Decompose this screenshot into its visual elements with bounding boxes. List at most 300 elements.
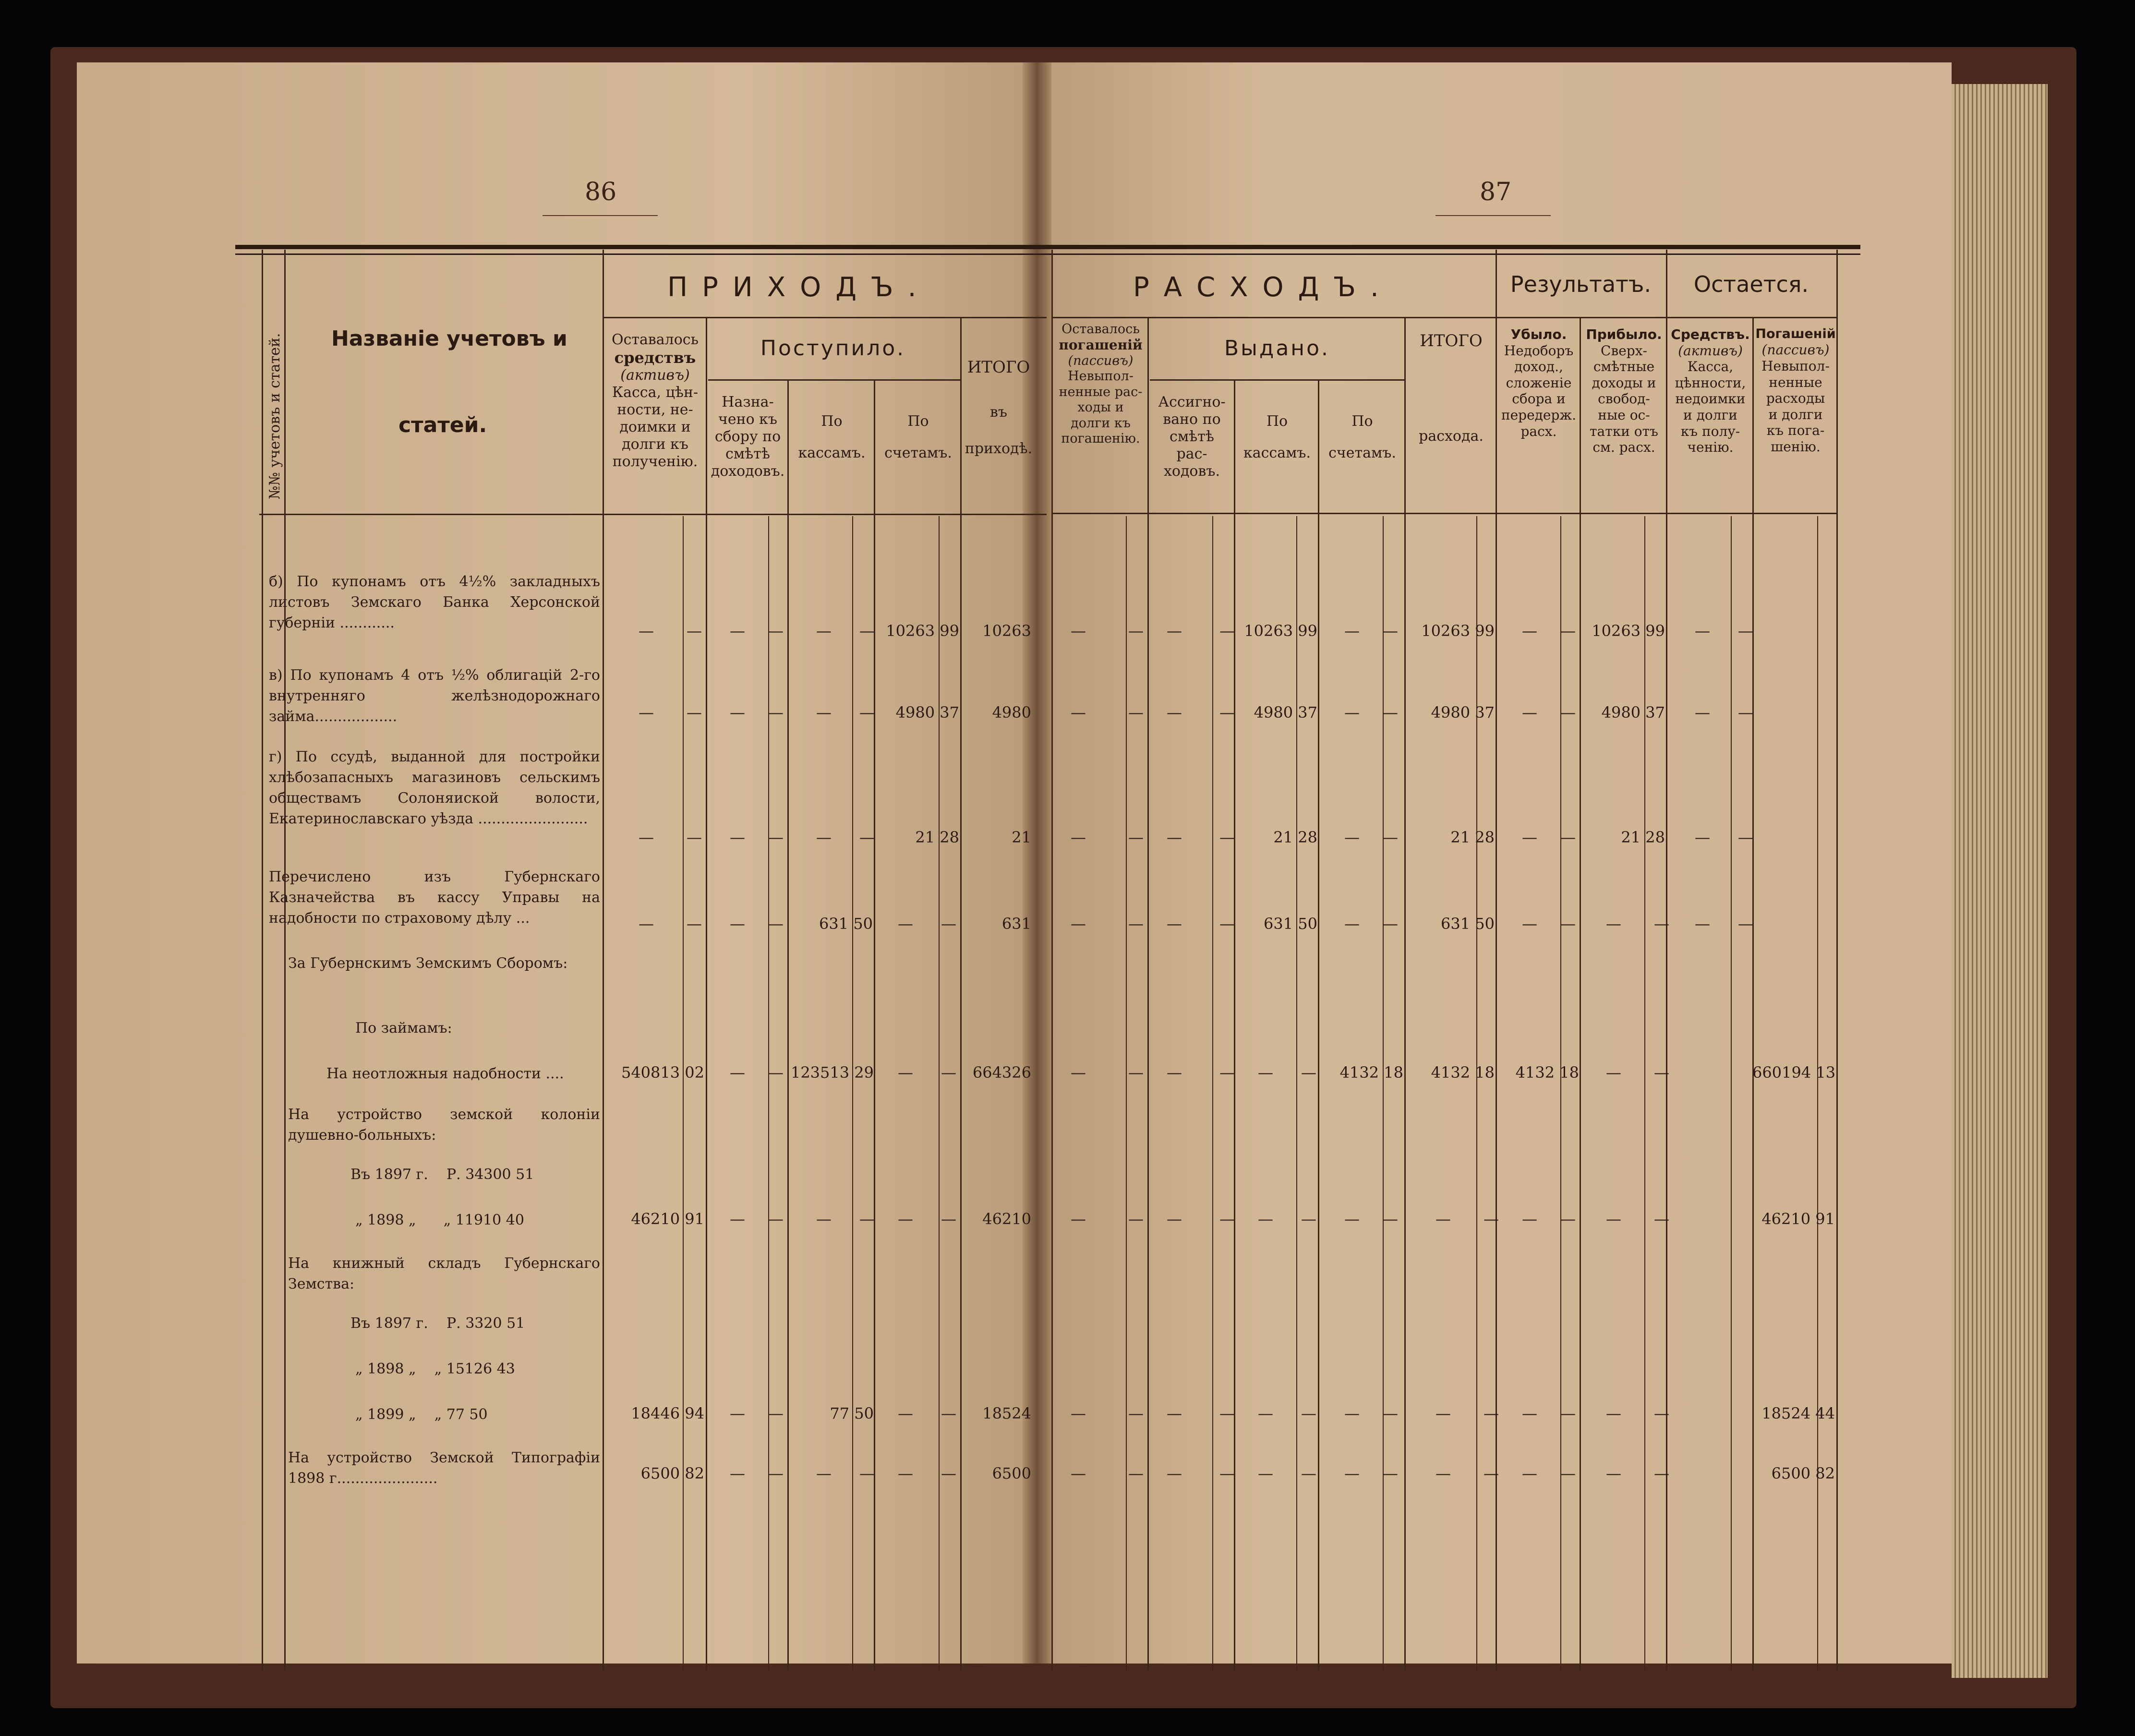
kupony-b-prikhod-schetam: 10263 99: [886, 622, 959, 640]
empty-cell-dash: —: [1344, 1404, 1360, 1423]
perechisleno-itogo-raskhod: 631 50: [1441, 915, 1495, 933]
po-schetam-line: счетамъ.: [884, 445, 952, 461]
neotlozhnye-sredstv: 660194 13: [1752, 1063, 1836, 1082]
empty-cell-dash: —: [1128, 1464, 1144, 1483]
empty-cell-dash: —: [1219, 1063, 1235, 1082]
neotlozhnye-ubylo: 4132 18: [1515, 1063, 1579, 1082]
empty-cell-dash: —: [730, 1404, 745, 1423]
kupony-v-prikhod-schetam: 4980 37: [895, 703, 959, 722]
item-sklad-1899: „ 1899 „ „ 77 50: [355, 1406, 488, 1423]
vydano-title: Выдано.: [1224, 336, 1330, 361]
empty-cell-dash: —: [1560, 828, 1576, 846]
header-line: погашенію.: [1061, 431, 1140, 446]
empty-cell-dash: —: [1606, 1404, 1621, 1423]
header-line: расх.: [1520, 423, 1557, 439]
kop-line: [1383, 516, 1384, 1671]
empty-cell-dash: —: [1167, 703, 1182, 722]
neotlozhnye-itogo-prikhod: 664326: [972, 1063, 1031, 1082]
empty-cell-dash: —: [1344, 828, 1360, 846]
naznacheno-line: сбору по: [714, 428, 781, 445]
col-line: [284, 250, 286, 1671]
postupilo-title: Поступило.: [760, 336, 906, 361]
header-line: Касса,: [1687, 359, 1734, 375]
header-line: ные ос-: [1598, 407, 1650, 423]
empty-cell-dash: —: [730, 915, 745, 933]
empty-cell-dash: —: [768, 1404, 784, 1423]
empty-cell-dash: —: [1383, 1464, 1398, 1483]
col-line: [262, 250, 263, 1671]
header-line: (пассивъ): [1068, 353, 1134, 368]
empty-cell-dash: —: [1560, 915, 1576, 933]
empty-cell-dash: —: [639, 828, 654, 846]
empty-cell-dash: —: [768, 828, 784, 846]
empty-cell-dash: —: [1484, 1464, 1499, 1483]
po-kassam-line: По: [821, 413, 843, 430]
header-line: смѣтѣ: [1170, 428, 1214, 445]
empty-cell-dash: —: [1695, 622, 1710, 640]
header-line: кассамъ.: [1243, 445, 1311, 461]
item-koloniya-1897: Въ 1897 г. Р. 34300 51: [350, 1166, 534, 1183]
name-header-line2: статей.: [398, 413, 487, 437]
empty-cell-dash: —: [859, 1464, 875, 1483]
item-ssuda-g: г) По ссудѣ, выданной для постройки хлѣбозапасныхъ магазиновъ сельскимъ обществамъ Солоняиской волости, Екатеринославскаго уѣзда ........................: [269, 748, 600, 827]
pogasheniy-header: [1755, 326, 1836, 455]
kupony-v-itogo-prikhod: 4980: [992, 703, 1031, 722]
header-line: Оставалось: [1061, 322, 1140, 337]
kupony-b-itogo-raskhod: 10263 99: [1421, 622, 1495, 640]
empty-cell-dash: —: [859, 622, 875, 640]
empty-cell-dash: —: [1258, 1063, 1273, 1082]
left-number-underline: [543, 215, 658, 216]
header-line: къ полу-: [1680, 423, 1740, 439]
numbers-column-header: №№ учетовъ и статей.: [266, 333, 283, 499]
empty-cell-dash: —: [1654, 1464, 1669, 1483]
empty-cell-dash: —: [1606, 1464, 1621, 1483]
empty-cell-dash: —: [687, 915, 702, 933]
empty-cell-dash: —: [941, 1063, 956, 1082]
empty-cell-dash: —: [1383, 703, 1398, 722]
empty-cell-dash: —: [1522, 915, 1537, 933]
col-line: [1496, 250, 1497, 1671]
empty-cell-dash: —: [816, 1210, 832, 1228]
empty-cell-dash: —: [1560, 1404, 1576, 1423]
empty-cell-dash: —: [639, 703, 654, 722]
empty-cell-dash: —: [1219, 915, 1235, 933]
item-za-sborom: За Губернскимъ Земскимъ Сборомъ:: [288, 955, 568, 972]
sklad-itogo-prikhod: 18524: [982, 1404, 1031, 1423]
empty-cell-dash: —: [1522, 622, 1537, 640]
empty-cell-dash: —: [1435, 1210, 1451, 1228]
header-line: Невыпол-: [1761, 358, 1830, 374]
perechisleno-prikhod-kassam: 631 50: [819, 915, 873, 933]
header-line: расхода.: [1419, 427, 1484, 445]
empty-cell-dash: —: [941, 1210, 956, 1228]
empty-cell-dash: —: [1738, 703, 1753, 722]
kop-line: [1560, 516, 1561, 1671]
empty-cell-dash: —: [1738, 622, 1753, 640]
empty-cell-dash: —: [1167, 828, 1182, 846]
tipografiya-ostavalos: 6500 82: [640, 1464, 704, 1483]
koloniya-ostavalos: 46210 91: [631, 1210, 704, 1228]
right-page-number: 87: [1480, 178, 1512, 206]
perechisleno-itogo-prikhod: 631: [1001, 915, 1031, 933]
empty-cell-dash: —: [1128, 1210, 1144, 1228]
postupilo-underline: [708, 379, 960, 381]
empty-cell-dash: —: [898, 1464, 913, 1483]
header-line: Прибыло.: [1586, 326, 1662, 342]
itogo-raskhod-header: [1407, 331, 1496, 445]
empty-cell-dash: —: [1344, 915, 1360, 933]
kop-line: [768, 516, 769, 1671]
empty-cell-dash: —: [1654, 915, 1669, 933]
right-group-underline: [1051, 317, 1836, 318]
empty-cell-dash: —: [941, 1404, 956, 1423]
ssuda-g-prikhod-schetam: 21 28: [915, 828, 959, 846]
empty-cell-dash: —: [730, 1464, 745, 1483]
raskhod-po-kassam-header: [1236, 413, 1318, 462]
empty-cell-dash: —: [730, 1210, 745, 1228]
empty-cell-dash: —: [1522, 828, 1537, 846]
empty-cell-dash: —: [1258, 1404, 1273, 1423]
empty-cell-dash: —: [768, 703, 784, 722]
header-line: (активъ): [1678, 342, 1743, 359]
empty-cell-dash: —: [1128, 703, 1144, 722]
header-line: цѣнности,: [1675, 374, 1746, 391]
header-line: смѣтные: [1593, 359, 1655, 375]
col-line: [1051, 250, 1053, 1671]
kupony-b-pribylo: 10263 99: [1592, 622, 1665, 640]
kupony-v-pribylo: 4980 37: [1601, 703, 1665, 722]
header-line: счетамъ.: [1328, 445, 1396, 461]
header-line: Убыло.: [1510, 326, 1567, 342]
empty-cell-dash: —: [687, 828, 702, 846]
prikhod-title: ПРИХОДЪ.: [667, 272, 931, 303]
empty-cell-dash: —: [1128, 828, 1144, 846]
left-top-rule: [235, 245, 1047, 249]
empty-cell-dash: —: [816, 1464, 832, 1483]
rezultat-title: Результатъ.: [1510, 271, 1652, 297]
header-line: сбора и: [1512, 391, 1566, 407]
itogo-line: ИТОГО: [967, 358, 1030, 377]
po-kassam-header: [790, 413, 874, 462]
header-line: сложеніе: [1506, 374, 1572, 391]
ostavalos-line: долги къ: [622, 436, 688, 453]
empty-cell-dash: —: [1128, 915, 1144, 933]
header-line: Погашеній: [1755, 326, 1836, 341]
empty-cell-dash: —: [1071, 828, 1086, 846]
header-line: недоимки: [1675, 391, 1746, 407]
header-line: Невыпол-: [1068, 369, 1134, 384]
item-perechisleno: Перечислено изъ Губернскаго Казначейства въ кассу Управы на надобности по страховому дѣлу ...: [269, 868, 600, 927]
po-kassam-line: кассамъ.: [798, 445, 866, 461]
empty-cell-dash: —: [1301, 1210, 1316, 1228]
kop-line: [939, 516, 940, 1671]
ostavalos-line: полученію.: [612, 453, 698, 470]
header-line: ненные рас-: [1059, 384, 1143, 399]
header-line: татки отъ: [1590, 423, 1658, 439]
page-edges: [1952, 84, 2048, 1678]
header-line: По: [1351, 413, 1373, 430]
naznacheno-line: чено къ: [718, 411, 778, 428]
item-koloniya-1898: „ 1898 „ „ 11910 40: [355, 1212, 524, 1229]
header-line: доход.,: [1514, 359, 1563, 375]
empty-cell-dash: —: [1695, 703, 1710, 722]
empty-cell-dash: —: [1344, 703, 1360, 722]
header-line: расходы: [1766, 390, 1825, 407]
header-line: По: [1266, 413, 1288, 430]
empty-cell-dash: —: [1484, 1210, 1499, 1228]
right-top-rule-thin: [1047, 253, 1860, 255]
naznacheno-line: Назна-: [722, 394, 774, 410]
kop-line: [852, 516, 853, 1671]
itogo-line: приходѣ.: [965, 440, 1033, 457]
ostavalos-line: средствъ: [614, 349, 696, 367]
empty-cell-dash: —: [1738, 828, 1753, 846]
kop-line: [1126, 516, 1127, 1671]
kop-line: [1476, 516, 1477, 1671]
perechisleno-raskhod-kassam: 631 50: [1264, 915, 1317, 933]
empty-cell-dash: —: [1219, 1464, 1235, 1483]
empty-cell-dash: —: [1071, 1063, 1086, 1082]
kop-line: [1212, 516, 1213, 1671]
kupony-v-itogo-raskhod: 4980 37: [1431, 703, 1495, 722]
header-line: ходы и: [1077, 400, 1124, 415]
empty-cell-dash: —: [730, 703, 745, 722]
empty-cell-dash: —: [1383, 1210, 1398, 1228]
itogo-line: въ: [990, 403, 1007, 421]
empty-cell-dash: —: [1383, 622, 1398, 640]
neotlozhnye-ostavalos: 540813 02: [621, 1063, 704, 1082]
kop-line: [683, 516, 684, 1671]
col-line: [1836, 250, 1838, 1671]
kop-line: [1731, 516, 1732, 1671]
empty-cell-dash: —: [941, 1464, 956, 1483]
empty-cell-dash: —: [1383, 915, 1398, 933]
empty-cell-dash: —: [1219, 1210, 1235, 1228]
empty-cell-dash: —: [1167, 1063, 1182, 1082]
empty-cell-dash: —: [1071, 622, 1086, 640]
empty-cell-dash: —: [1219, 828, 1235, 846]
item-sklad: На книжный складъ Губернскаго Земства:: [288, 1255, 600, 1292]
left-header-bottom-rule: [259, 514, 1047, 515]
koloniya-sredstv: 46210 91: [1761, 1210, 1835, 1228]
empty-cell-dash: —: [768, 1464, 784, 1483]
kop-line: [1644, 516, 1645, 1671]
empty-cell-dash: —: [859, 1210, 875, 1228]
vydano-underline: [1150, 379, 1404, 381]
empty-cell-dash: —: [1344, 622, 1360, 640]
empty-cell-dash: —: [816, 703, 832, 722]
kop-line: [1296, 516, 1297, 1671]
sklad-sredstv: 18524 44: [1761, 1404, 1835, 1423]
item-koloniya: На устройство земской колоніи душевно-больныхъ:: [288, 1106, 600, 1144]
header-line: шенію.: [1771, 438, 1821, 455]
empty-cell-dash: —: [898, 915, 913, 933]
empty-cell-dash: —: [1301, 1404, 1316, 1423]
empty-cell-dash: —: [859, 828, 875, 846]
ssuda-g-pribylo: 21 28: [1621, 828, 1665, 846]
empty-cell-dash: —: [1128, 1404, 1144, 1423]
empty-cell-dash: —: [1128, 1063, 1144, 1082]
po-schetam-header: [876, 413, 960, 462]
empty-cell-dash: —: [1301, 1063, 1316, 1082]
empty-cell-dash: —: [1071, 915, 1086, 933]
empty-cell-dash: —: [1344, 1210, 1360, 1228]
empty-cell-dash: —: [1560, 1210, 1576, 1228]
ssuda-g-raskhod-kassam: 21 28: [1273, 828, 1317, 846]
empty-cell-dash: —: [1522, 1404, 1537, 1423]
header-line: вано по: [1163, 411, 1221, 428]
ostaetsya-title: Остается.: [1693, 271, 1809, 297]
empty-cell-dash: —: [898, 1210, 913, 1228]
empty-cell-dash: —: [1071, 1404, 1086, 1423]
empty-cell-dash: —: [1435, 1404, 1451, 1423]
naznacheno-line: смѣтѣ: [725, 446, 770, 462]
empty-cell-dash: —: [1654, 1063, 1669, 1082]
right-number-underline: [1435, 215, 1551, 216]
kupony-v-raskhod-kassam: 4980 37: [1254, 703, 1317, 722]
empty-cell-dash: —: [1383, 1404, 1398, 1423]
empty-cell-dash: —: [768, 1063, 784, 1082]
item-kupony-v: в) По купонамъ 4 отъ ½% облигацій 2-го внутренняго желѣзнодорожнаго займа..................: [269, 667, 600, 725]
empty-cell-dash: —: [1167, 622, 1182, 640]
item-kupony-b: б) По купонамъ отъ 4½% закладныхъ листовъ Земскаго Банка Херсонской губерніи ............: [269, 573, 600, 631]
empty-cell-dash: —: [1128, 622, 1144, 640]
kupony-b-itogo-prikhod: 10263: [982, 622, 1031, 640]
empty-cell-dash: —: [768, 1210, 784, 1228]
header-line: свобод-: [1598, 391, 1650, 407]
header-line: рас-: [1176, 446, 1207, 462]
right-top-rule: [1047, 245, 1860, 249]
header-line: Ассигно-: [1158, 394, 1226, 410]
empty-cell-dash: —: [1606, 915, 1621, 933]
ssuda-g-itogo-raskhod: 21 28: [1450, 828, 1495, 846]
ostavalos-header: [606, 331, 704, 470]
empty-cell-dash: —: [639, 915, 654, 933]
empty-cell-dash: —: [1071, 703, 1086, 722]
tipografiya-sredstv: 6500 82: [1771, 1464, 1835, 1483]
ostavalos-line: доимки и: [619, 419, 691, 436]
item-tipografiya: На устройство Земской Типографіи 1898 г......................: [288, 1449, 600, 1487]
sklad-ostavalos: 18446 94: [631, 1404, 704, 1423]
item-sklad-1898: „ 1898 „ „ 15126 43: [355, 1361, 515, 1377]
empty-cell-dash: —: [859, 703, 875, 722]
empty-cell-dash: —: [1435, 1464, 1451, 1483]
header-line: погашеній: [1059, 337, 1143, 353]
left-page-number: 86: [585, 178, 617, 206]
raskhod-po-schetam-header: [1320, 413, 1404, 462]
item-neotlozhnye: На неотложныя надобности ....: [326, 1065, 564, 1082]
empty-cell-dash: —: [768, 622, 784, 640]
header-line: къ пога-: [1766, 422, 1825, 439]
empty-cell-dash: —: [730, 622, 745, 640]
empty-cell-dash: —: [816, 622, 832, 640]
header-line: доходы и: [1592, 374, 1656, 391]
ssuda-g-itogo-prikhod: 21: [1012, 828, 1031, 846]
empty-cell-dash: —: [1522, 1464, 1537, 1483]
pribylo-header: [1582, 326, 1666, 456]
item-sklad-1897: Въ 1897 г. Р. 3320 51: [350, 1315, 525, 1332]
ostavalos-line: (активъ): [620, 367, 690, 384]
raskhod-title: РАСХОДЪ.: [1133, 272, 1393, 303]
header-line: ИТОГО: [1420, 331, 1483, 350]
empty-cell-dash: —: [898, 1063, 913, 1082]
header-line: см. расх.: [1592, 439, 1655, 456]
header-line: и долги: [1768, 406, 1823, 422]
book-gutter: [1023, 62, 1051, 1664]
header-line: Сверх-: [1601, 342, 1647, 359]
header-line: ченію.: [1687, 439, 1734, 456]
empty-cell-dash: —: [1258, 1210, 1273, 1228]
empty-cell-dash: —: [1301, 1464, 1316, 1483]
col-line: [603, 250, 604, 1671]
empty-cell-dash: —: [1738, 915, 1753, 933]
ostavalos-line: Оставалось: [612, 331, 699, 348]
empty-cell-dash: —: [1071, 1210, 1086, 1228]
empty-cell-dash: —: [1167, 1404, 1182, 1423]
empty-cell-dash: —: [1560, 1464, 1576, 1483]
ostavalos-line: ности, не-: [617, 401, 693, 419]
neotlozhnye-prikhod-kassam: 123513 29: [790, 1063, 874, 1082]
empty-cell-dash: —: [687, 622, 702, 640]
empty-cell-dash: —: [1167, 1210, 1182, 1228]
empty-cell-dash: —: [1695, 915, 1710, 933]
empty-cell-dash: —: [1606, 1063, 1621, 1082]
empty-cell-dash: —: [898, 1404, 913, 1423]
empty-cell-dash: —: [941, 915, 956, 933]
neotlozhnye-itogo-raskhod: 4132 18: [1431, 1063, 1495, 1082]
header-line: ходовъ.: [1163, 463, 1220, 480]
empty-cell-dash: —: [1695, 828, 1710, 846]
ubylo-header: [1498, 326, 1580, 439]
header-line: ненные: [1769, 374, 1822, 390]
naznacheno-line: доходовъ.: [711, 463, 785, 480]
right-header-bottom-rule: [1051, 513, 1836, 514]
empty-cell-dash: —: [730, 1063, 745, 1082]
ostavalos-line: Касса, цѣн-: [612, 384, 699, 401]
left-top-rule-thin: [235, 253, 1047, 255]
kupony-b-raskhod-kassam: 10263 99: [1244, 622, 1317, 640]
empty-cell-dash: —: [1383, 828, 1398, 846]
empty-cell-dash: —: [1219, 622, 1235, 640]
header-line: передерж.: [1501, 407, 1577, 423]
empty-cell-dash: —: [639, 622, 654, 640]
naznacheno-header: [708, 394, 787, 480]
pogasheniy-ostavalos-header: [1054, 322, 1147, 446]
empty-cell-dash: —: [1560, 703, 1576, 722]
empty-cell-dash: —: [1654, 1210, 1669, 1228]
empty-cell-dash: —: [687, 703, 702, 722]
empty-cell-dash: —: [1219, 1404, 1235, 1423]
empty-cell-dash: —: [1522, 703, 1537, 722]
empty-cell-dash: —: [1167, 1464, 1182, 1483]
kop-line: [1817, 516, 1818, 1671]
empty-cell-dash: —: [1654, 1404, 1669, 1423]
assignovano-header: [1150, 394, 1234, 480]
empty-cell-dash: —: [1071, 1464, 1086, 1483]
empty-cell-dash: —: [1484, 1404, 1499, 1423]
header-line: и долги: [1683, 407, 1737, 423]
koloniya-itogo-prikhod: 46210: [982, 1210, 1031, 1228]
empty-cell-dash: —: [1522, 1210, 1537, 1228]
empty-cell-dash: —: [730, 828, 745, 846]
neotlozhnye-raskhod-schetam: 4132 18: [1339, 1063, 1403, 1082]
name-header-line1: Названіе учетовъ и: [331, 326, 567, 351]
tipografiya-itogo-prikhod: 6500: [992, 1464, 1031, 1483]
sklad-prikhod-kassam: 77 50: [830, 1404, 874, 1423]
empty-cell-dash: —: [1344, 1464, 1360, 1483]
empty-cell-dash: —: [816, 828, 832, 846]
